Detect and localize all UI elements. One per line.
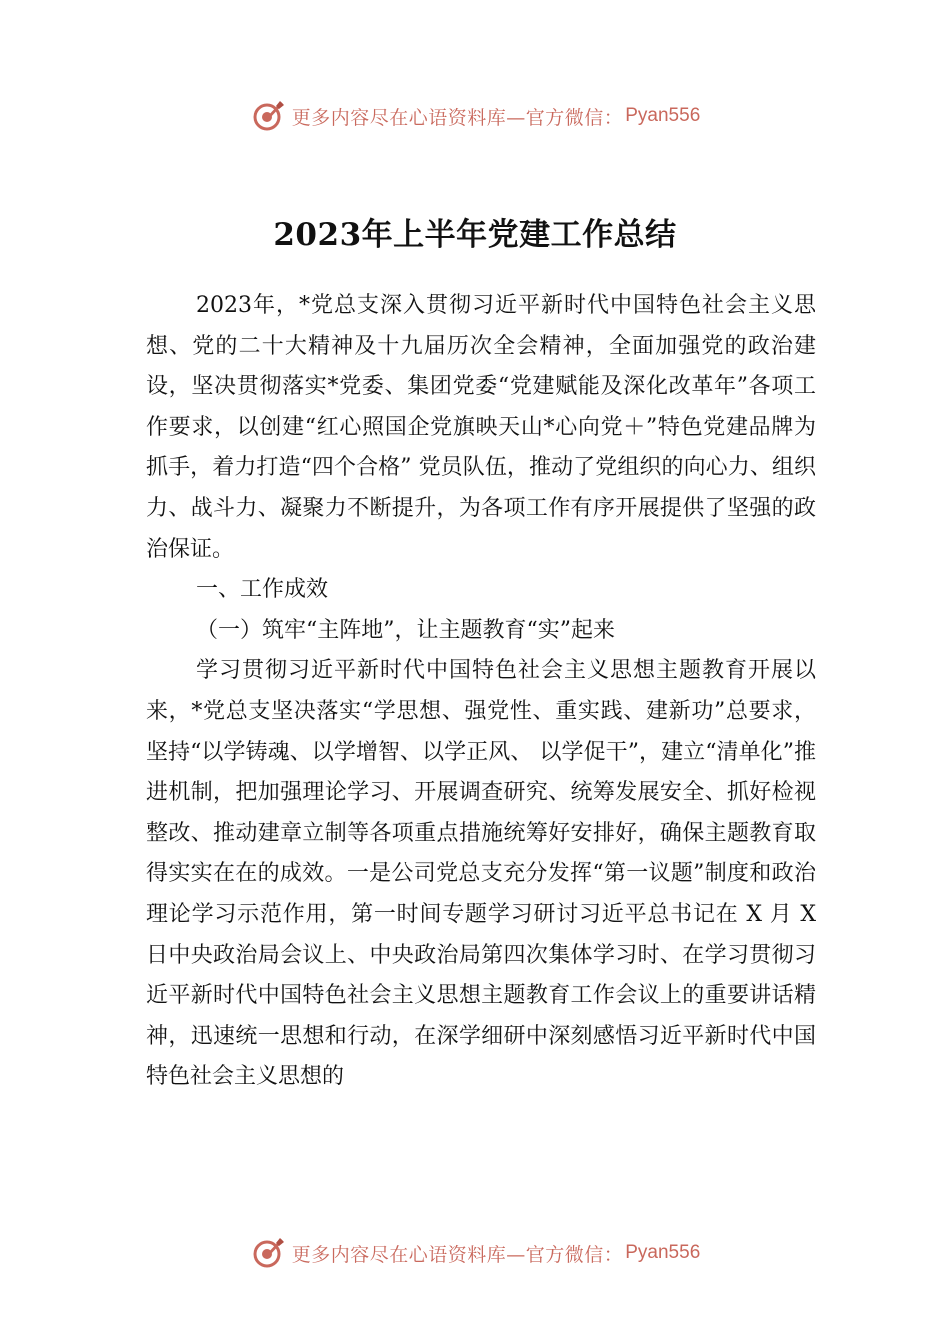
document-body <box>146 286 816 1098</box>
section-heading: 一、工作成效 <box>196 577 329 603</box>
watermark-text: 更多内容尽在心语资料库—官方微信： <box>291 1243 624 1266</box>
subsection-heading: （一）筑牢“主阵地”，让主题教育“实”起来 <box>196 617 615 643</box>
watermark-wechat-id: Pyan556 <box>625 105 701 126</box>
watermark-wechat-id: Pyan556 <box>625 1242 701 1263</box>
header-watermark <box>0 96 950 136</box>
document-title: 2023年上半年党建工作总结 <box>273 216 677 253</box>
footer-watermark <box>0 1233 950 1273</box>
intro-paragraph: 2023年，*党总支深入贯彻习近平新时代中国特色社会主义思想、党的二十大精神及十九届历次全会精神，全面加强党的政治建设，坚决贯彻落实*党委、集团党委“党建赋能及深化改革年”各项工作要求，以创建“红心照国企党旗映天山*心向党＋”特色党建品牌为抓手，着力打造“四个合格” 党员队伍，推动了党组织的向心力、组织力、战斗力、凝聚力不断提升，为各项工作有序开展提供了坚强的政治保证。 <box>146 293 816 562</box>
quill-logo-icon <box>250 1235 286 1271</box>
body-paragraph: 学习贯彻习近平新时代中国特色社会主义思想主题教育开展以来，*党总支坚决落实“学思想、强党性、重实践、建新功”总要求，坚持“以学铸魂、以学增智、以学正风、 以学促干”，建立“清单化”推进机制，把加强理论学习、开展调查研究、统筹发展安全、抓好检视整改、推动建章立制等各项重点措施统筹好安排好，确保主题教育取得实实在在的成效。一是公司党总支充分发挥“第一议题”制度和政治理论学习示范作用，第一时间专题学习研讨习近平总书记在 X 月 X 日中央政治局会议上、中央政治局第四次集体学习时、在学习贯彻习近平新时代中国特色社会主义思想主题教育工作会议上的重要讲话精神，迅速统一思想和行动，在深学细研中深刻感悟习近平新时代中国特色社会主义思想的 <box>146 658 816 1090</box>
watermark-text: 更多内容尽在心语资料库—官方微信： <box>291 106 624 129</box>
quill-logo-icon <box>250 98 286 134</box>
